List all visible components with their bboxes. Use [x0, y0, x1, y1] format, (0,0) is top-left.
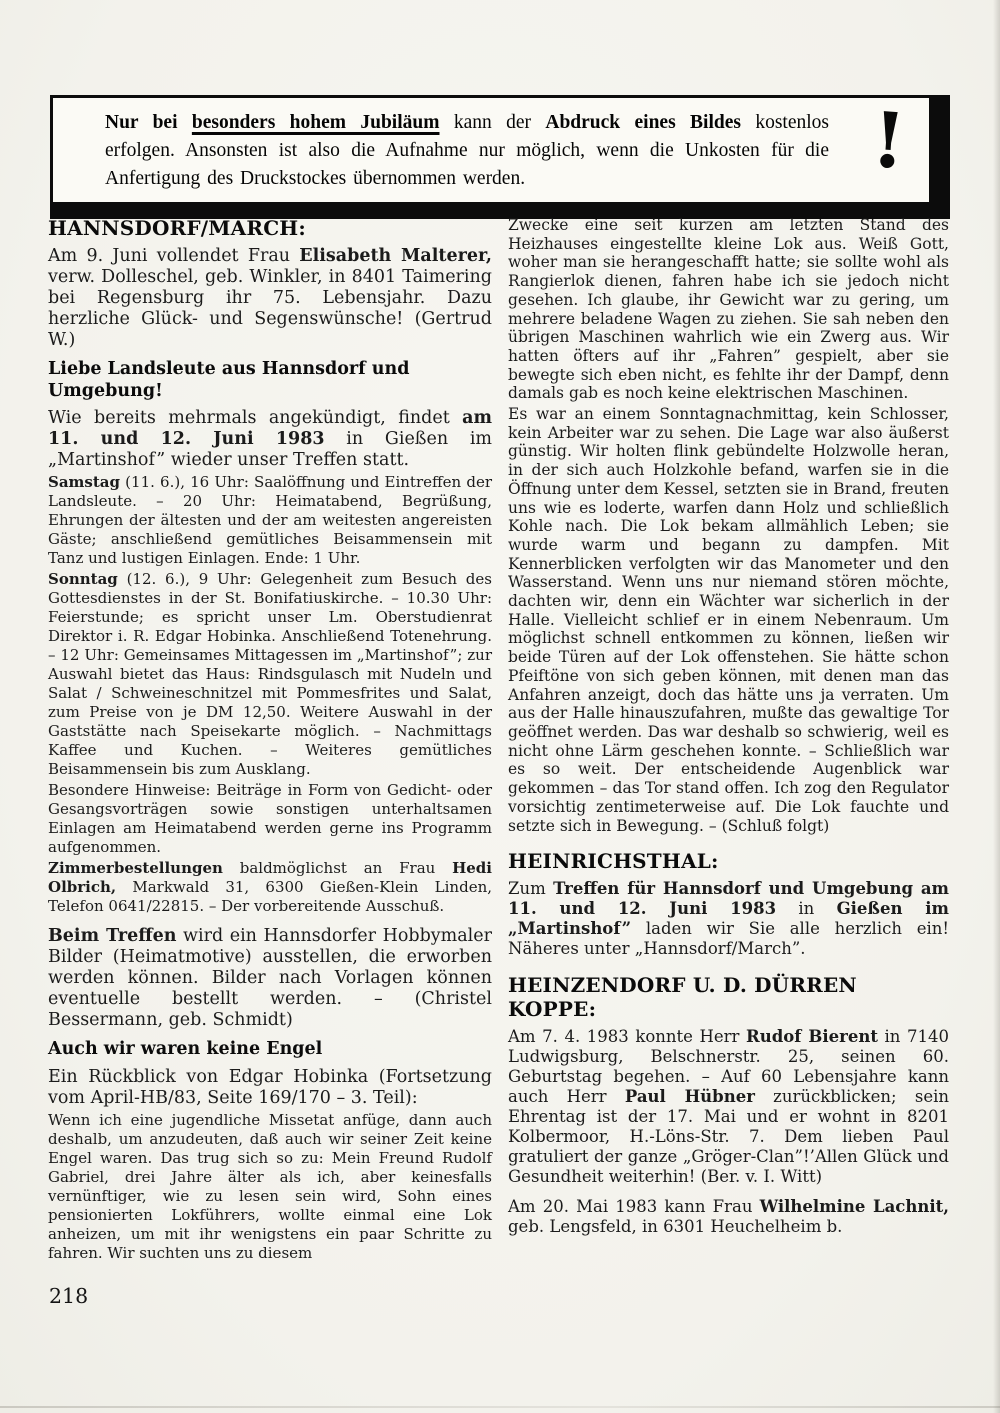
text-segment: am 11. und 12. Juni 1983	[48, 408, 492, 449]
paragraph-besondere-hinweise	[48, 781, 492, 857]
section-heading-heinrichsthal: HEINRICHSTHAL:	[508, 849, 719, 874]
text-segment: Am 20. Mai 1983 kann Frau	[508, 1197, 760, 1217]
text-segment: Samstag	[48, 473, 121, 491]
paragraph-geburtstag-lachnit	[508, 1197, 949, 1237]
text-segment: kann der	[439, 112, 546, 133]
text-segment: Zum	[508, 879, 554, 899]
text-segment: wird ein Hannsdorfer Hobbymaler Bilder (Heimatmotive) ausstellen, die erworben werden können. Bilder nach Vorlagen können eventuelle bestellt werden. – (Christel Bessermann, geb. Schmidt)	[48, 926, 492, 1030]
paragraph-lok-beschreibung	[508, 216, 949, 403]
paragraph-birthday-malterer	[48, 246, 492, 351]
text-segment: Wie bereits mehrmals angekündigt, findet	[48, 408, 463, 428]
subheading-keine-engel: Auch wir waren keine Engel	[48, 1039, 323, 1059]
text-segment: (11. 6.), 16 Uhr: Saalöffnung und Eintreffen der Landsleute. – 20 Uhr: Heimatabend, Begrüßung, Ehrungen der ältesten und der am weitesten angereisten Gäste; anschließend gemütliches Beisammensein mit Tanz und lustigen Einlagen. Ende: 1 Uhr.	[48, 473, 492, 567]
text-segment: kostenlos erfolgen. Ansonsten ist also die Aufnahme nur möglich, wenn die Unkosten für die Anfertigung des Druckstockes übernommen werden.	[105, 112, 829, 189]
text-segment: in Gießen im „Martinshof” wieder unser Treffen statt.	[48, 429, 493, 470]
text-segment: Markwald 31, 6300 Gießen-Klein Linden, Telefon 0641/22815. – Der vorbereitende Ausschuß.	[48, 878, 492, 915]
text-segment: Am 9. Juni vollendet Frau	[48, 246, 300, 266]
paragraph-rueckblick-story	[48, 1111, 492, 1263]
text-segment: Am 7. 4. 1983 konnte Herr	[508, 1027, 746, 1047]
text-segment: Nur bei	[105, 112, 192, 133]
notice-box	[50, 95, 950, 219]
text-segment: Ein Rückblick von Edgar Hobinka (Fortsetzung vom April-HB/83, Seite 169/170 – 3. Teil):	[48, 1066, 492, 1108]
exclamation-mark: !	[868, 94, 909, 187]
paragraph-treffen-announcement	[48, 408, 492, 471]
text-segment: Hedi Olbrich,	[48, 859, 492, 896]
text-segment: (12. 6.), 9 Uhr: Gelegenheit zum Besuch des Gottesdienstes in der St. Bonifatiuskirche. – 10.30 Uhr: Feierstunde; es spricht unser Lm. Oberstudienrat Direktor i. R. Edgar Hobinka. Anschließend Totenehrung. – 12 Uhr: Gemeinsames Mittagessen im „Martinshof”; zur Auswahl bietet das Haus: Rindsgulasch mit Nudeln und Salat / Schweineschnitzel mit Pommesfrites und Salat, zum Preise von je DM 12,50. Weitere Auswahl in der Gaststätte nach Speisekarte möglich. – Nachmittags Kaffee und Kuchen. – Weiteres gemütliches Beisammensein bis zum Ausklang.	[48, 570, 492, 778]
text-segment: in	[776, 899, 837, 919]
paragraph-sonntag-program	[48, 570, 492, 779]
text-segment: in 7140 Ludwigsburg, Belschnerstr. 25, seinen 60. Geburtstag begehen. – Auf 60 Lebensjahre kann auch Herr	[508, 1027, 949, 1107]
paragraph-heinrichsthal-einladung	[508, 879, 949, 959]
paragraph-zimmerbestellungen	[48, 859, 492, 916]
text-segment: Elisabeth Malterer,	[299, 246, 492, 266]
right-column	[508, 216, 949, 1239]
subheading-liebe-landsleute: Liebe Landsleute aus Hannsdorf und Umgebung!	[48, 359, 410, 401]
text-segment: Es war an einem Sonntagnachmittag, kein Schlosser, kein Arbeiter war zu sehen. Die Lage war also äußerst günstig. Wir holten flink gebündelte Holzwolle heran, in der sich auch Holzkohle befand, warfen sie in die Öffnung unter dem Kessel, setzten sie in Brand, freuten uns wie es loderte, warfen dann Holz und schließlich Kohle nach. Die Lok bekam allmählich Leben; sie wurde warm und begann zu dampfen. Mit Kennerblicken verfolgten wir das Manometer und den Wasserstand. Wenn uns nur niemand stören möchte, dachten wir, denn ein Wächter war sicherlich in der Halle. Vielleicht schlief er in einem Nebenraum. Um möglichst schnell entkommen zu können, ließen wir beide Türen auf der Lok offenstehen. Sie hätte schon Pfeiftöne von sich geben können, mit denen man das Anfahren anzeigt, doch das hätte uns ja verraten. Um aus der Halle hinauszufahren, mußte das gewaltige Tor geöffnet werden. Das war deshalb so schwierig, weil es nicht ohne Lärm geschehen konnte. – Schließlich war es so weit. Der entscheidende Augenblick war gekommen – das Tor stand offen. Ich zog den Regulator vorsichtig zentimeterweise auf. Die Lok fauchte und setzte sich in Bewegung. – (Schluß folgt)	[508, 405, 949, 835]
section-heading-heinzendorf: HEINZENDORF U. D. DÜRREN KOPPE:	[508, 973, 857, 1022]
left-column	[48, 216, 492, 1265]
text-segment: Treffen für Hannsdorf und Umgebung am 11. und 12. Juni 1983	[508, 879, 950, 919]
text-segment: Zimmerbestellungen	[48, 859, 223, 877]
text-segment: geb. Lengsfeld, in 6301 Heuchelheim b.	[508, 1217, 843, 1237]
text-segment: besonders hohem Jubiläum	[191, 112, 440, 133]
text-segment: Wilhelmine Lachnit,	[759, 1197, 949, 1217]
notice-text	[105, 109, 829, 193]
text-segment: zurückblicken; sein Ehrentag ist der 17. Mai und er wohnt in 8201 Kolbermoor, H.-Löns-Str. 7. Dem lieben Paul gratuliert der ganze „Gröger-Clan”!’Allen Glück und Gesundheit weiterhin! (Ber. v. I. Witt)	[508, 1087, 949, 1187]
text-segment: Gießen im „Martinshof”	[508, 899, 949, 939]
text-segment: laden wir Sie alle herzlich ein! Näheres unter „Hannsdorf/March”.	[508, 919, 949, 959]
paragraph-beim-treffen	[48, 926, 492, 1031]
paragraph-lok-abenteuer	[508, 405, 949, 835]
text-segment: Zwecke eine seit kurzen am letzten Stand des Heizhauses eingestellte kleine Lok aus. Weiß Gott, woher man sie herangeschafft hatte; sie sollte wohl als Rangierlok dienen, fahren habe ich sie jedoch nicht gesehen. Ich glaube, ihr Gewicht war zu gering, um mehrere beladene Wagen zu ziehen. Sie sah neben den übrigen Maschinen wahrlich wie ein Zwerg aus. Wir hatten öfters auf ihr „Fahren” gespielt, aber sie bewegte sich eben nicht, es fehlte ihr der Dampf, denn damals gab es noch keine elektrischen Maschinen.	[508, 216, 949, 403]
page-number: 218	[49, 1284, 89, 1308]
text-segment: Sonntag	[48, 570, 118, 588]
text-segment: Wenn ich eine jugendliche Missetat anfüge, dann auch deshalb, um anzudeuten, daß auch wir seiner Zeit keine Engel waren. Das trug sich so zu: Mein Freund Rudolf Gabriel, drei Jahre älter als ich, aber keinesfalls vernünftiger, wie zu lesen sein wird, Sohn eines pensionierten Lokführers, wollte einmal eine Lok anheizen, um mit ihr wenigstens ein paar Schritte zu fahren. Wir suchten uns zu diesem	[48, 1110, 492, 1262]
text-segment: Abdruck eines Bildes	[545, 112, 741, 133]
text-segment: Rudof Bierent	[746, 1027, 878, 1047]
paragraph-geburtstage-bierent-huebner	[508, 1027, 949, 1187]
paragraph-rueckblick-intro	[48, 1067, 492, 1109]
text-segment: Beim Treffen	[48, 926, 177, 946]
text-segment: verw. Dolleschel, geb. Winkler, in 8401 Taimering bei Regensburg ihr 75. Lebensjahr. Dazu herzliche Glück- und Segenswünsche! (Gertrud W.)	[48, 267, 492, 350]
text-segment: baldmöglichst an Frau	[222, 859, 453, 877]
paragraph-samstag-program	[48, 473, 492, 568]
text-segment: Besondere Hinweise: Beiträge in Form von Gedicht- oder Gesangsvorträgen sowie sonstigen unterhaltsamen Einlagen am Heimatabend werden gerne ins Programm aufgenommen.	[48, 781, 492, 856]
section-heading-hannsdorf-march: HANNSDORF/MARCH:	[48, 216, 306, 240]
text-segment: Paul Hübner	[624, 1087, 755, 1107]
